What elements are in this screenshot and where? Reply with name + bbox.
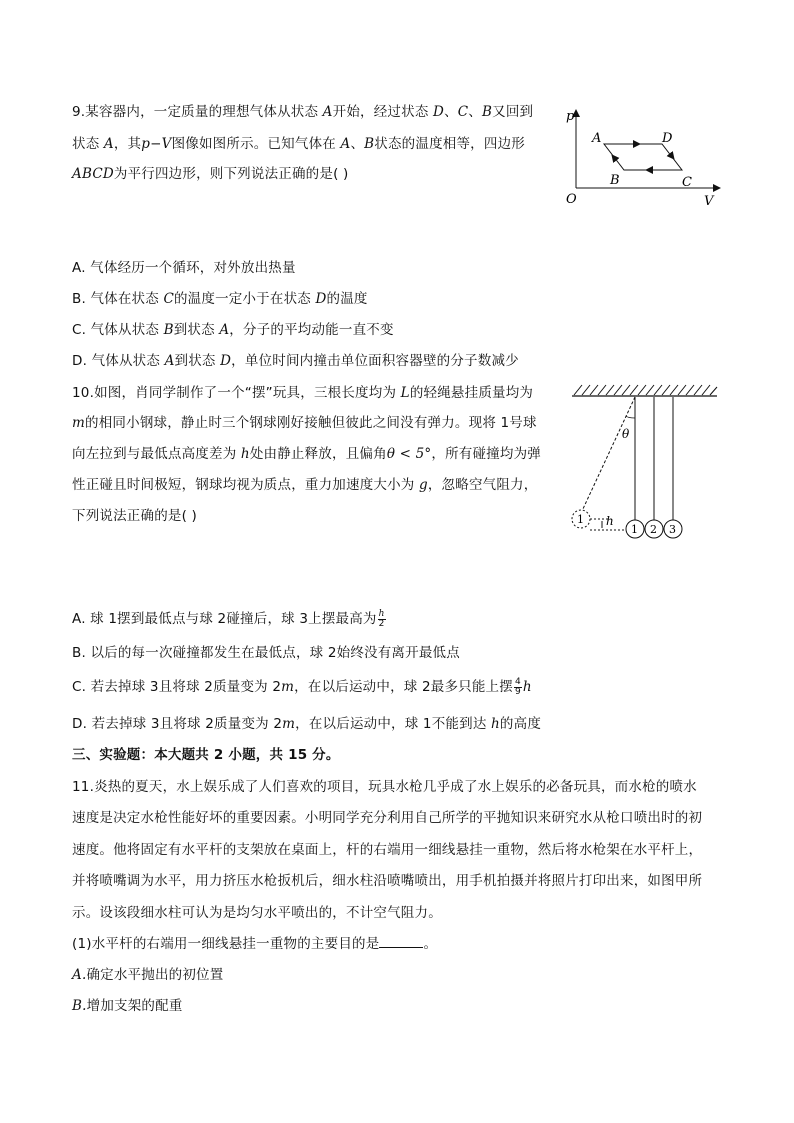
q10-pendulum-diagram	[562, 380, 722, 550]
q9-stem-line2: 状态 A，其p−V图像如图所示。已知气体在 A、B状态的温度相等，四边形	[72, 136, 525, 152]
arrow-ba	[612, 155, 616, 160]
fraction-h-over-2: $\frac{h}{2}$	[378, 608, 385, 629]
q10-stem-line5: 下列说法正确的是( )	[72, 508, 198, 524]
q10-option-c: C. 若去掉球 3且将球 2质量变为 2m，在以后运动中，球 2最多只能上摆 $\frac{4}{9}$ h	[72, 676, 532, 697]
label-o: O	[566, 192, 577, 207]
q10-option-a: A. 球 1摆到最低点与球 2碰撞后，球 3上摆最高为 $\frac{h}{2}$	[72, 608, 385, 629]
q11-sub1: (1)水平杆的右端用一细线悬挂一重物的主要目的是 。	[72, 936, 438, 952]
theta-arc	[626, 416, 635, 418]
abcd-parallelogram	[604, 144, 682, 170]
q10-option-b: B. 以后的每一次碰撞都发生在最低点，球 2始终没有离开最低点	[72, 645, 460, 661]
q9-option-b: B. 气体在状态 C的温度一定小于在状态 D的温度	[72, 291, 368, 307]
q9-pv-diagram	[560, 100, 730, 210]
label-b: B	[610, 173, 620, 188]
label-p: p	[566, 109, 575, 124]
q10-stem-line1: 10.如图，肖同学制作了一个“摆”玩具，三根长度均为 L的轻绳悬挂质量均为	[72, 385, 534, 401]
q9-option-a: A. 气体经历一个循环，对外放出热量	[72, 260, 296, 276]
ball-1-label: 1	[631, 523, 638, 536]
q11-stem-line2: 速度是决定水枪性能好坏的重要因素。小明同学充分利用自己所学的平抛知识来研究水从枪口喷出时的初	[72, 810, 703, 826]
answer-blank	[379, 935, 423, 948]
q9-stem-line1: 9.某容器内，一定质量的理想气体从状态 A开始，经过状态 D、C、B又回到	[72, 104, 534, 120]
label-a: A	[592, 131, 602, 146]
label-c: C	[682, 175, 692, 190]
q9-option-d: D. 气体从状态 A到状态 D，单位时间内撞击单位面积容器壁的分子数减少	[72, 353, 519, 369]
q10-stem-line4: 性正碰且时间极短，钢球均视为质点，重力加速度大小为 g，忽略空气阻力，	[72, 477, 538, 493]
fraction-4-over-9: $\frac{4}{9}$	[514, 676, 521, 697]
ball-1-displaced-label: 1	[577, 513, 584, 526]
q11-option-b: B.增加支架的配重	[72, 998, 183, 1014]
q10-stem-line3: 向左拉到与最低点高度差为 h处由静止释放，且偏角θ < 5°，所有碰撞均为弹	[72, 446, 541, 462]
q11-stem-line5: 示。设该段细水柱可认为是均匀水平喷出的，不计空气阻力。	[72, 905, 442, 921]
q11-stem-line1: 11.炎热的夏天，水上娱乐成了人们喜欢的项目，玩具水枪几乎成了水上娱乐的必备玩具，而水枪的喷水	[72, 779, 697, 795]
label-v: V	[704, 194, 714, 209]
ceiling-hatch	[574, 385, 717, 395]
section-3-heading: 三、实验题：本大题共 2 小题，共 15 分。	[72, 747, 340, 763]
height-label: h	[606, 514, 614, 528]
q10-stem-line2: m的相同小钢球，静止时三个钢球刚好接触但彼此之间没有弹力。现将 1号球	[72, 415, 537, 431]
arrow-dc	[670, 154, 674, 159]
q10-option-d: D. 若去掉球 3且将球 2质量变为 2m，在以后运动中，球 1不能到达 h的高度	[72, 716, 542, 732]
ball-3-label: 3	[669, 523, 676, 536]
q9-stem-line3: ABCD为平行四边形，则下列说法正确的是( )	[72, 166, 349, 182]
q11-stem-line4: 并将喷嘴调为水平，用力挤压水枪扳机后，细水柱沿喷嘴喷出，用手机拍摄并将照片打印出来，如图甲所	[72, 873, 703, 889]
label-d: D	[662, 131, 673, 146]
string-displaced	[582, 397, 635, 511]
theta-label: θ	[622, 427, 630, 441]
q9-option-c: C. 气体从状态 B到状态 A，分子的平均动能一直不变	[72, 322, 394, 338]
q11-stem-line3: 速度。他将固定有水平杆的支架放在桌面上，杆的右端用一细线悬挂一重物，然后将水枪架在水平杆上，	[72, 842, 703, 858]
ball-2-label: 2	[650, 523, 657, 536]
q11-option-a: A.确定水平抛出的初位置	[72, 967, 224, 983]
